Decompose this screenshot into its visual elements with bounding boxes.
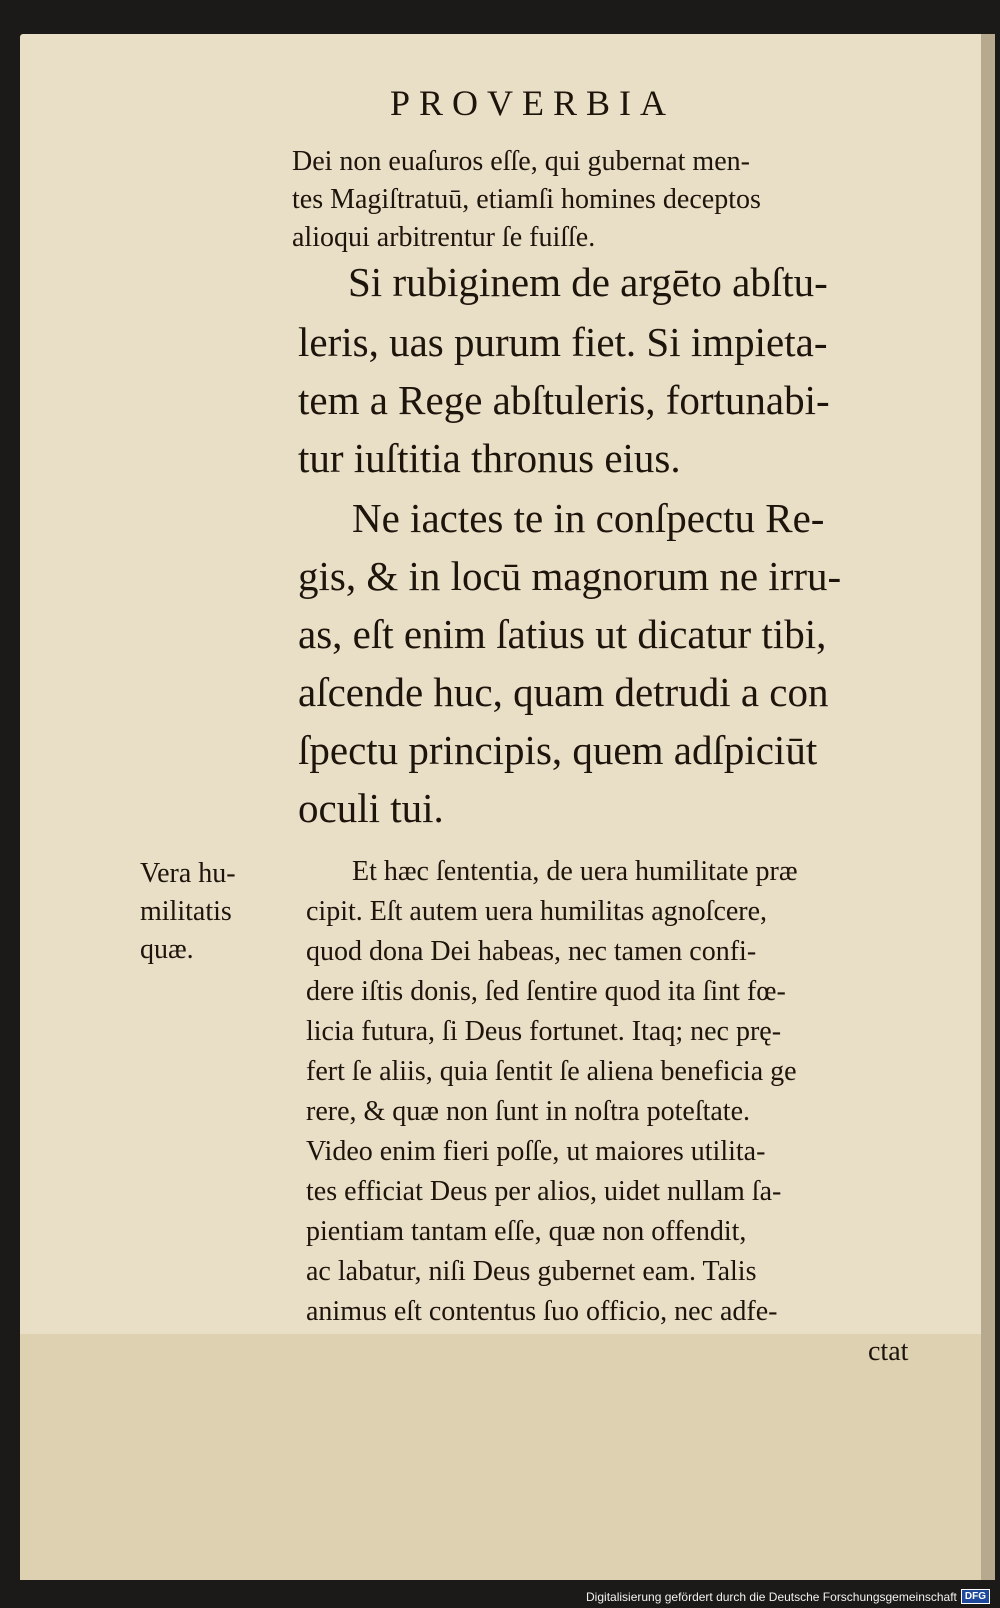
text-line: tes efficiat Deus per alios, uidet nullam ſa‑ [306, 1176, 782, 1207]
credit-text: Digitalisierung gefördert durch die Deutsche Forschungsgemeinschaft [586, 1589, 957, 1604]
digitization-credit [586, 1589, 990, 1604]
catchword: ctat [868, 1336, 909, 1367]
text-line: tem a Rege abſtuleris, fortunabi‑ [298, 377, 830, 423]
text-line: alioqui arbitrentur ſe fuiſſe. [292, 222, 596, 253]
water-stain [20, 1334, 995, 1580]
margin-note-line: militatis [140, 896, 232, 927]
text-line: tes Magiſtratuū, etiamſi homines deceptos [292, 184, 761, 215]
text-line: leris, uas purum fiet. Si impieta‑ [298, 319, 828, 365]
text-line: pientiam tantam eſſe, quæ non offendit, [306, 1216, 747, 1247]
text-line: dere iſtis donis, ſed ſentire quod ita ſint fœ‑ [306, 976, 786, 1007]
text-line: ſpectu principis, quem adſpiciūt [298, 727, 818, 773]
dfg-logo-icon: DFG [961, 1589, 990, 1604]
text-line: Si rubiginem de argēto abſtu‑ [348, 259, 828, 305]
text-line: fert ſe aliis, quia ſentit ſe aliena beneficia ge [306, 1056, 797, 1087]
page-gutter [981, 34, 995, 1580]
text-line: rere, & quæ non ſunt in noſtra poteſtate. [306, 1096, 751, 1127]
text-line: quod dona Dei habeas, nec tamen confi‑ [306, 936, 757, 967]
text-line: tur iuſtitia thronus eius. [298, 435, 681, 481]
text-line: gis, & in locū magnorum ne irru‑ [298, 553, 842, 599]
text-line: licia futura, ſi Deus fortunet. Itaq; nec prę‑ [306, 1016, 782, 1047]
text-line: aſcende huc, quam detrudi a con [298, 669, 829, 715]
text-line: animus eſt contentus ſuo officio, nec adfe‑ [306, 1296, 778, 1327]
text-line: cipit. Eſt autem uera humilitas agnoſcere, [306, 896, 768, 927]
running-title: PROVERBIA [390, 83, 676, 123]
text-line: as, eſt enim ſatius ut dicatur tibi, [298, 611, 827, 657]
text-line: Video enim fieri poſſe, ut maiores utilita‑ [306, 1136, 766, 1167]
margin-note-line: Vera hu‑ [140, 858, 236, 889]
margin-note-line: quæ. [140, 934, 194, 965]
text-line: oculi tui. [298, 785, 444, 831]
text-line: Dei non euaſuros eſſe, qui gubernat men‑ [292, 146, 750, 177]
text-line: Ne iactes te in conſpectu Re‑ [352, 495, 825, 541]
text-line: Et hæc ſententia, de uera humilitate præ [352, 856, 798, 887]
text-line: ac labatur, niſi Deus gubernet eam. Talis [306, 1256, 757, 1287]
